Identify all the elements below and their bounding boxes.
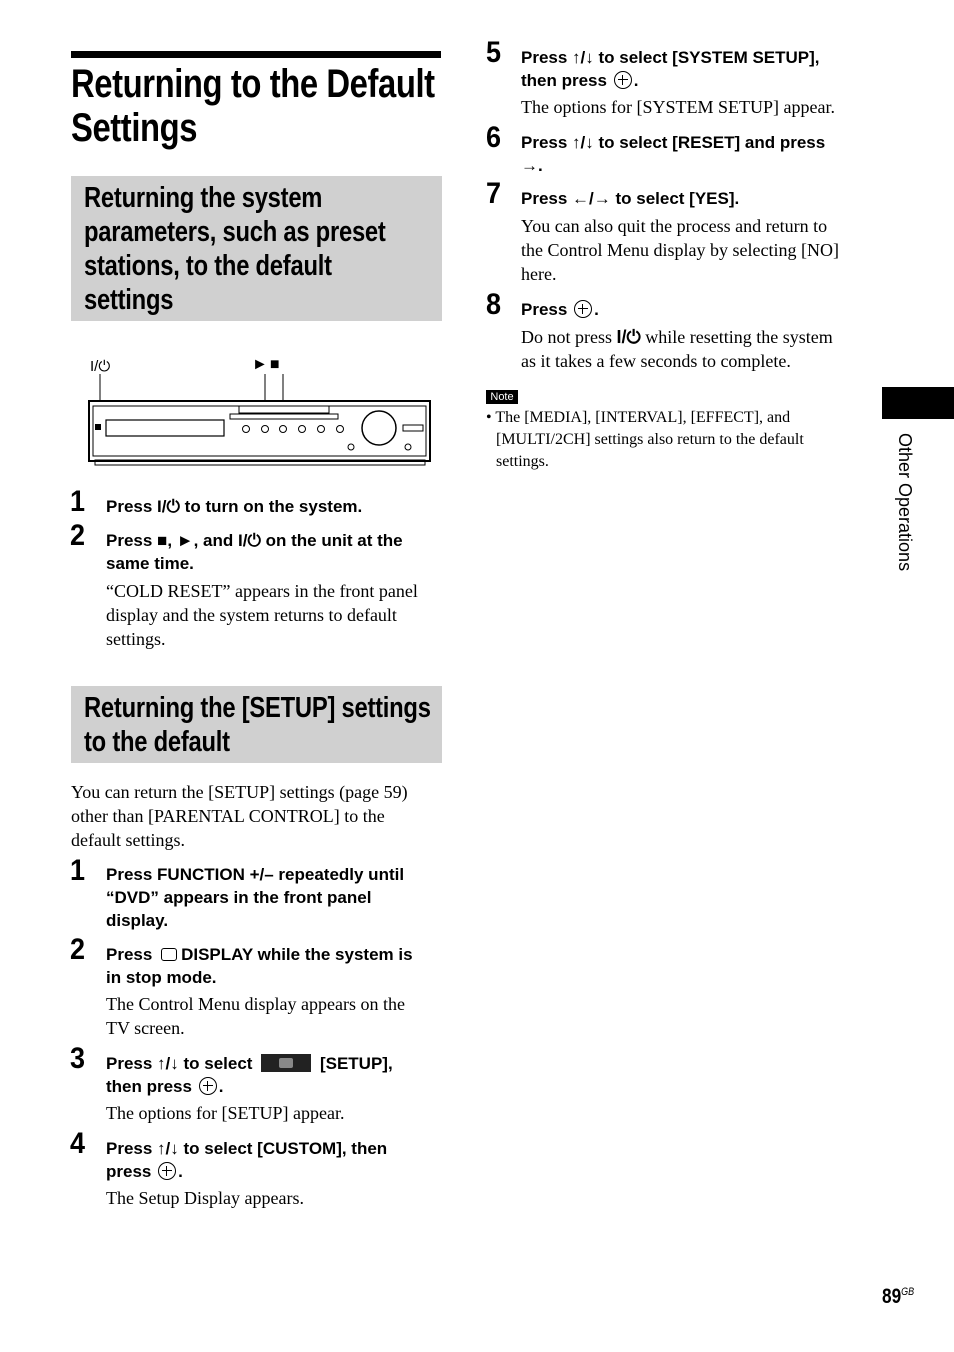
step-description: Do not press I/⏻ while resetting the system as it takes a few seconds to complete.	[521, 327, 833, 371]
step-instruction: Press ■, ►, and I/⏻ on the unit at the same time.	[106, 531, 403, 573]
step-description: The options for [SETUP] appear.	[106, 1103, 345, 1123]
heading-line: Returning the system	[84, 182, 323, 214]
power-label: I/⏻	[90, 358, 111, 375]
display-button-icon	[161, 948, 177, 961]
step-instruction: Press I/⏻ to turn on the system.	[106, 497, 363, 516]
power-icon: I/⏻	[616, 327, 641, 347]
heading-line: to the default	[84, 726, 230, 758]
step-number: 2	[70, 933, 86, 966]
enter-icon	[199, 1077, 217, 1095]
step-number: 8	[486, 288, 502, 321]
step-description: The Control Menu display appears on the TV screen.	[106, 994, 405, 1038]
page-suffix: GB	[901, 1286, 915, 1298]
page-title-line: Returning to the Default	[71, 62, 435, 106]
heading-line: stations, to the default	[84, 250, 332, 282]
step-description: The options for [SYSTEM SETUP] appear.	[521, 97, 835, 117]
step-description: You can also quit the process and return to the Control Menu display by selecting [NO] here.	[521, 216, 839, 284]
enter-icon	[574, 300, 592, 318]
step-instruction: Press ↑/↓ to select [RESET] and press →.	[521, 133, 826, 175]
section-heading-box	[71, 176, 442, 321]
step-number: 5	[486, 36, 502, 69]
page-title-line: Settings	[71, 106, 198, 150]
step-number: 2	[70, 519, 86, 552]
section-heading	[84, 181, 386, 317]
heading-line: parameters, such as preset	[84, 216, 386, 248]
note-text: • The [MEDIA], [INTERVAL], [EFFECT], and [MULTI/2CH] settings also return to the default settings.	[486, 409, 804, 470]
play-stop-label: ►■	[252, 356, 282, 373]
step-number: 1	[70, 854, 86, 887]
step-number: 4	[70, 1127, 86, 1160]
step-instruction: Press ←/→ to select [YES].	[521, 189, 740, 208]
step-instruction: Press FUNCTION +/– repeatedly until “DVD” appears in the front panel display.	[106, 865, 405, 930]
step-description: The Setup Display appears.	[106, 1188, 304, 1208]
title-rule	[71, 51, 441, 58]
step-description: “COLD RESET” appears in the front panel display and the system returns to default settings.	[106, 581, 418, 649]
step-number: 7	[486, 177, 502, 210]
section-heading	[84, 691, 431, 759]
section-side-label: Other Operations	[895, 433, 915, 572]
section-intro: You can return the [SETUP] settings (page 59) other than [PARENTAL CONTROL] to the default settings.	[71, 782, 408, 850]
step-instruction: Press DISPLAY while the system is in stop mode.	[106, 945, 413, 987]
setup-toolbox-icon	[261, 1054, 311, 1072]
section-tab-marker	[882, 387, 954, 419]
step-instruction: Press ↑/↓ to select [SETUP], then press .	[106, 1054, 393, 1096]
step-instruction: Press .	[521, 300, 599, 319]
page-title	[71, 62, 435, 150]
heading-line: Returning the [SETUP] settings	[84, 692, 431, 724]
enter-icon	[614, 71, 632, 89]
heading-line: settings	[84, 284, 174, 316]
step-instruction: Press ↑/↓ to select [SYSTEM SETUP], then press .	[521, 48, 820, 90]
step-number: 3	[70, 1042, 86, 1075]
section-heading-box	[71, 686, 442, 763]
step-instruction: Press ↑/↓ to select [CUSTOM], then press .	[106, 1139, 388, 1181]
page-number: $89^{GB}$	[882, 1285, 915, 1308]
step-number: 6	[486, 121, 502, 154]
note-label: Note	[486, 390, 518, 404]
enter-icon	[158, 1162, 176, 1180]
unit-front-panel-illustration	[85, 370, 435, 470]
step-number: 1	[70, 485, 86, 518]
